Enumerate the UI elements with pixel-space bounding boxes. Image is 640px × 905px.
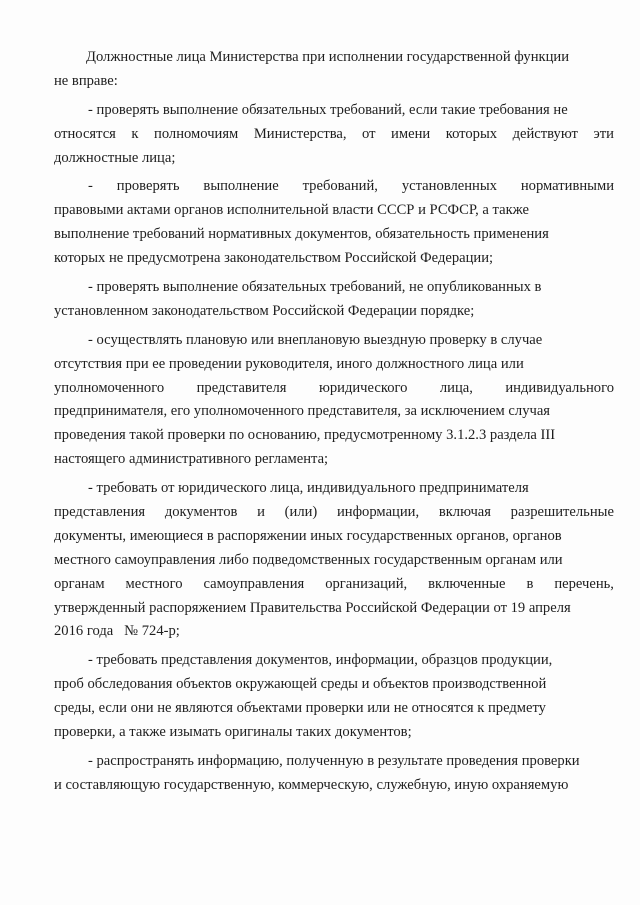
text-line: настоящего административного регламента;	[54, 451, 329, 468]
text-line: проведения такой проверки по основанию, предусмотренному 3.1.2.3 раздела III	[54, 427, 556, 444]
text-line: 2016 года № 724-р;	[54, 623, 180, 640]
text-line-justified: - проверять выполнение требований, установленных нормативными	[88, 178, 614, 195]
text-line-justified: относятся к полномочиям Министерства, от имени которых действуют эти	[54, 125, 614, 142]
text-line: не вправе:	[54, 72, 118, 89]
text-line: - требовать от юридического лица, индивидуального предпринимателя	[88, 480, 529, 497]
text-line-justified: представления документов и (или) информации, включая разрешительные	[54, 504, 614, 521]
text-line: среды, если они не являются объектами проверки или не относятся к предмету	[54, 700, 546, 717]
text-line: - осуществлять плановую или внеплановую выездную проверку в случае	[88, 331, 543, 348]
text-line: установленном законодательством Российской Федерации порядке;	[54, 302, 475, 319]
text-line: документы, имеющиеся в распоряжении иных государственных органов, органов	[54, 527, 562, 544]
text-line: - распространять информацию, полученную в результате проведения проверки	[88, 752, 580, 769]
text-line: - требовать представления документов, информации, образцов продукции,	[88, 652, 553, 669]
text-line: выполнение требований нормативных документов, обязательность применения	[54, 226, 549, 243]
text-line: местного самоуправления либо подведомственных государственным органам или	[54, 551, 563, 568]
text-line: проб обследования объектов окружающей среды и объектов производственной	[54, 676, 547, 693]
text-line: и составляющую государственную, коммерческую, служебную, иную охраняемую	[54, 776, 569, 793]
text-line-justified: уполномоченного представителя юридического лица, индивидуального	[54, 379, 614, 396]
text-line: правовыми актами органов исполнительной власти СССР и РСФСР, а также	[54, 202, 530, 219]
text-line: утвержденный распоряжением Правительства Российской Федерации от 19 апреля	[54, 599, 571, 616]
text-line: отсутствия при ее проведении руководителя, иного должностного лица или	[54, 355, 524, 372]
text-line: проверки, а также изымать оригиналы таких документов;	[54, 724, 412, 741]
document-body	[54, 46, 614, 798]
text-line: которых не предусмотрена законодательством Российской Федерации;	[54, 250, 494, 267]
text-line: должностные лица;	[54, 149, 176, 166]
text-line-justified: органам местного самоуправления организаций, включенные в перечень,	[54, 575, 614, 592]
text-line: предпринимателя, его уполномоченного представителя, за исключением случая	[54, 403, 551, 420]
text-line: - проверять выполнение обязательных требований, если такие требования не	[88, 101, 568, 118]
text-line: - проверять выполнение обязательных требований, не опубликованных в	[88, 279, 542, 296]
text-line: Должностные лица Министерства при исполнении государственной функции	[86, 49, 570, 65]
